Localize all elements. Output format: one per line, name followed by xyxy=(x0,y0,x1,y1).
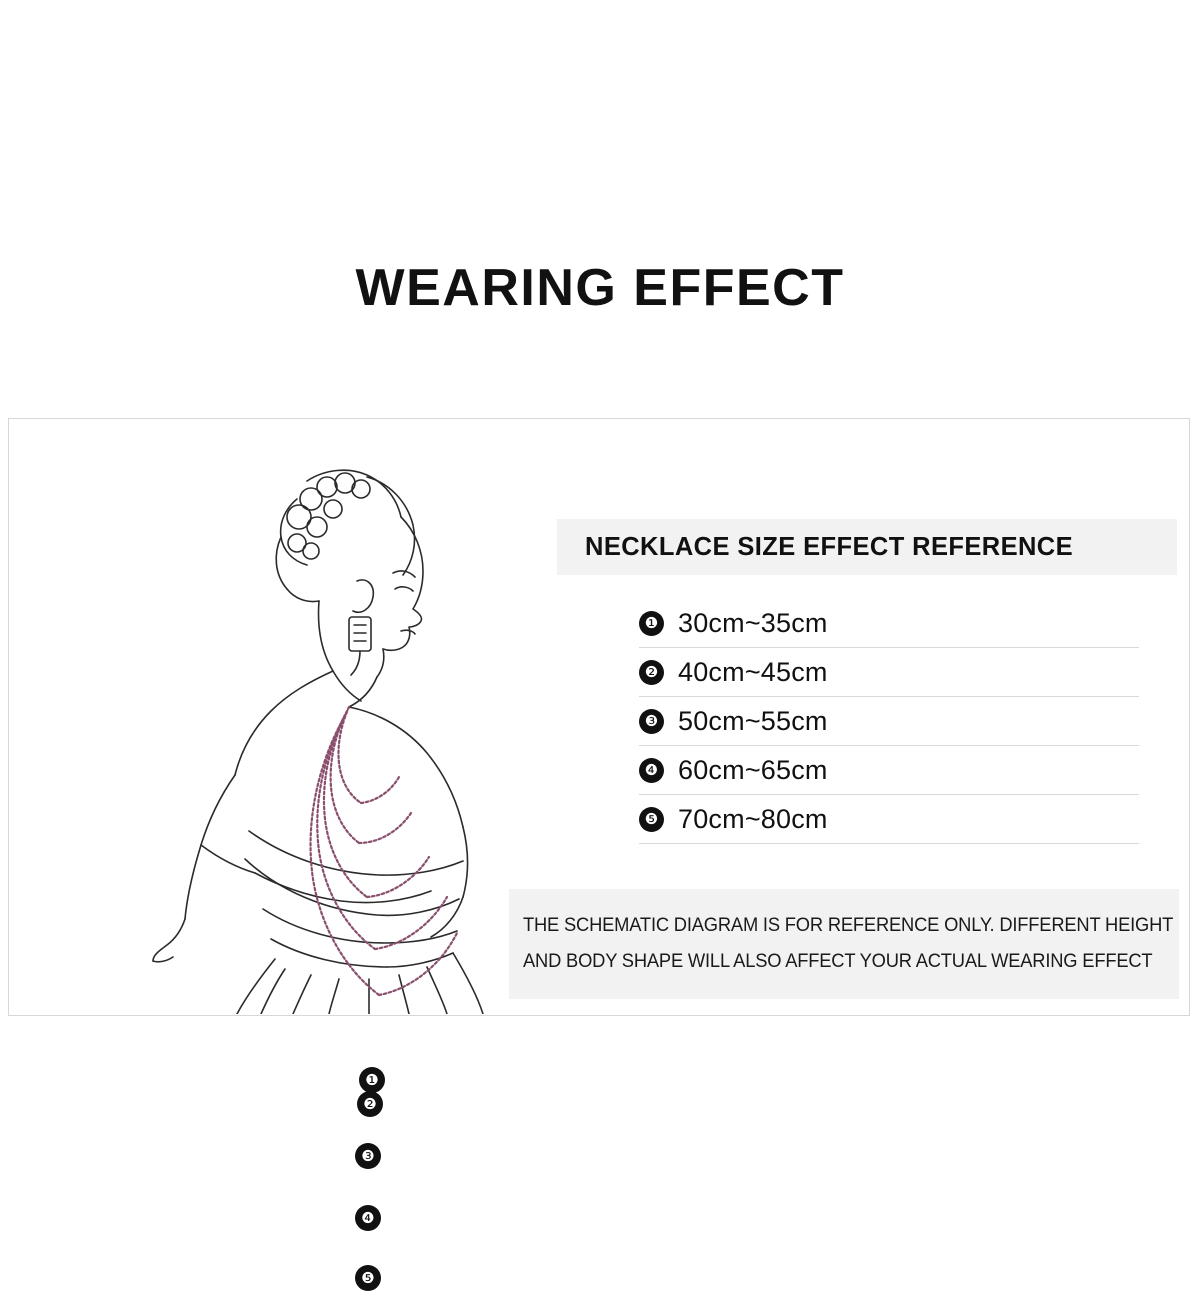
row-divider xyxy=(639,843,1139,844)
size-marker-icon: ❸ xyxy=(639,709,664,734)
size-range-label: 30cm~35cm xyxy=(678,608,828,638)
size-marker-icon: ❷ xyxy=(639,660,664,685)
reference-section-header xyxy=(557,519,1177,575)
size-range-label: 70cm~80cm xyxy=(678,804,828,834)
size-row xyxy=(639,697,1139,746)
wearing-effect-panel xyxy=(8,418,1190,1287)
model-illustration xyxy=(49,439,519,1014)
illustration-marker-3: ❸ xyxy=(355,1143,381,1169)
illustration-marker-1: ❶ xyxy=(359,1067,385,1093)
size-marker-icon: ❺ xyxy=(639,807,664,832)
size-marker-icon: ❹ xyxy=(639,758,664,783)
illustration-marker-2: ❷ xyxy=(357,1091,383,1117)
illustration-marker-5: ❺ xyxy=(355,1265,381,1291)
size-row xyxy=(639,599,1139,648)
size-marker-icon: ❶ xyxy=(639,611,664,636)
reference-section-title: NECKLACE SIZE EFFECT REFERENCE xyxy=(585,532,1074,561)
illustration-marker-4: ❹ xyxy=(355,1205,381,1231)
size-range-label: 60cm~65cm xyxy=(678,755,828,785)
disclaimer-box xyxy=(509,889,1179,999)
disclaimer-line-2: AND BODY SHAPE WILL ALSO AFFECT YOUR ACTUAL WEARING EFFECT xyxy=(523,950,1153,972)
size-row xyxy=(639,746,1139,795)
disclaimer-line-1: THE SCHEMATIC DIAGRAM IS FOR REFERENCE ONLY. DIFFERENT HEIGHT xyxy=(523,914,1174,936)
reference-column xyxy=(509,419,1179,1017)
size-range-label: 40cm~45cm xyxy=(678,657,828,687)
page-title: WEARING EFFECT xyxy=(355,259,845,317)
size-reference-list xyxy=(639,599,1139,844)
size-row xyxy=(639,648,1139,697)
size-range-label: 50cm~55cm xyxy=(678,706,828,736)
size-row xyxy=(639,795,1139,844)
